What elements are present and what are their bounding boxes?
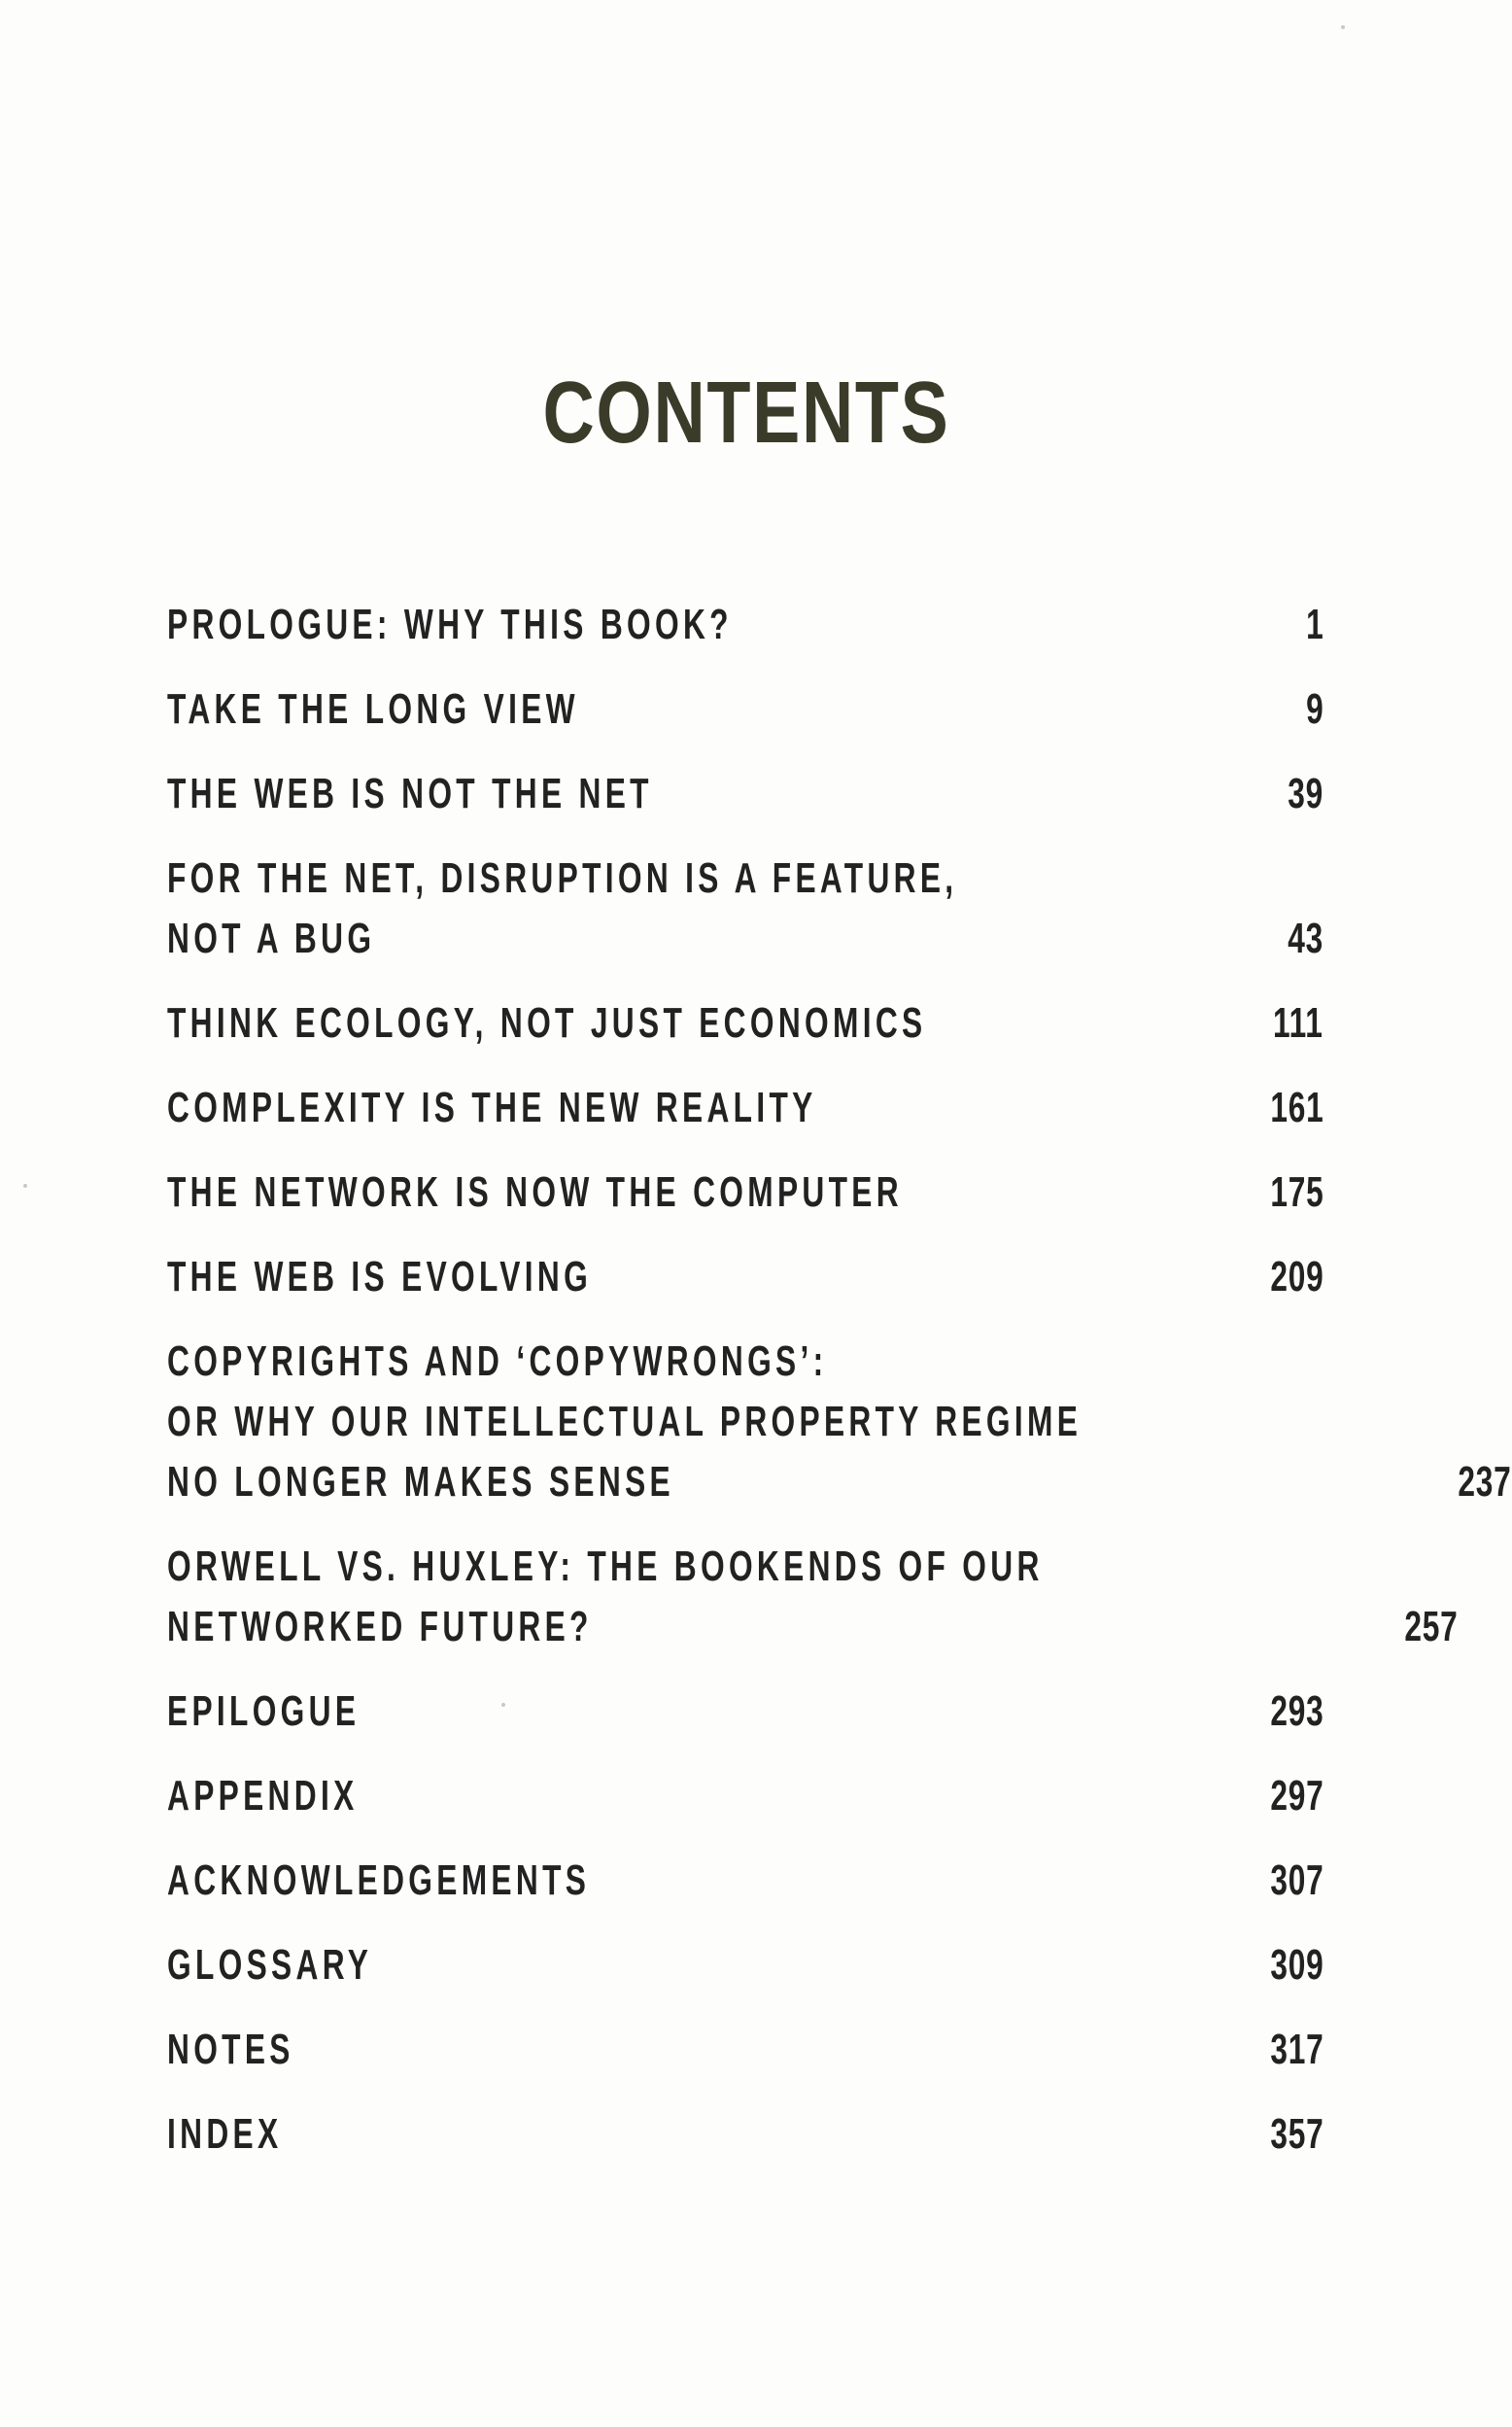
toc-entry xyxy=(167,595,1323,655)
toc-entry-title xyxy=(167,2104,282,2165)
toc-entry-title-line: ORWELL VS. HUXLEY: THE BOOKENDS OF OUR xyxy=(167,1543,1044,1590)
toc-entry-title xyxy=(167,1078,817,1138)
toc-entry-title-line: FOR THE NET, DISRUPTION IS A FEATURE, xyxy=(167,854,958,902)
toc-entry-title-line: NO LONGER MAKES SENSE xyxy=(167,1458,674,1506)
toc-entry-page-number: 111 xyxy=(1273,999,1323,1047)
toc-entry-title-line: OR WHY OUR INTELLECTUAL PROPERTY REGIME xyxy=(167,1398,1082,1445)
table-of-contents xyxy=(167,595,1512,2189)
toc-entry-title-line: THINK ECOLOGY, NOT JUST ECONOMICS xyxy=(167,999,927,1047)
toc-entry xyxy=(167,1247,1323,1307)
toc-entry-page-number: 175 xyxy=(1269,1168,1323,1216)
toc-entry-page-number: 297 xyxy=(1269,1772,1323,1820)
toc-entry-title-line: GLOSSARY xyxy=(167,1941,373,1989)
toc-entry xyxy=(167,1682,1323,1742)
toc-entry-page-number: 293 xyxy=(1269,1687,1323,1735)
toc-entry-page-number: 209 xyxy=(1269,1253,1323,1300)
toc-entry-title-line: NOT A BUG xyxy=(167,915,376,962)
toc-entry-title xyxy=(167,1766,359,1826)
toc-entry-title-line: ACKNOWLEDGEMENTS xyxy=(167,1856,591,1904)
toc-entry-title-line: INDEX xyxy=(167,2110,283,2158)
toc-entry-page-number: 1 xyxy=(1305,601,1323,648)
toc-entry-title-line: COPYRIGHTS AND ‘COPYWRONGS’: xyxy=(167,1337,828,1385)
toc-entry-page-number: 43 xyxy=(1288,915,1323,962)
toc-entry xyxy=(167,679,1323,740)
toc-entry-title xyxy=(167,679,579,740)
toc-entry-title xyxy=(167,849,957,969)
toc-entry-title-line: THE WEB IS NOT THE NET xyxy=(167,770,653,817)
toc-entry-title-line: THE NETWORK IS NOW THE COMPUTER xyxy=(167,1168,903,1216)
paper-speck xyxy=(23,1184,27,1188)
toc-entry-title-line: EPILOGUE xyxy=(167,1687,361,1735)
toc-entry xyxy=(167,2020,1323,2080)
toc-entry-page-number: 161 xyxy=(1269,1084,1323,1131)
toc-entry xyxy=(167,1766,1323,1826)
toc-entry-title-line: COMPLEXITY IS THE NEW REALITY xyxy=(167,1084,817,1131)
toc-entry-page-number: 39 xyxy=(1288,770,1323,817)
toc-entry xyxy=(167,1332,1512,1512)
toc-entry-title xyxy=(167,1851,590,1911)
toc-entry-page-number: 9 xyxy=(1305,685,1323,733)
toc-entry-title xyxy=(167,1537,1044,1657)
toc-entry xyxy=(167,1078,1323,1138)
toc-entry-title xyxy=(167,1247,592,1307)
toc-entry-title xyxy=(167,1162,903,1223)
page-title: CONTENTS xyxy=(542,364,950,462)
toc-entry xyxy=(167,849,1323,969)
toc-entry xyxy=(167,993,1323,1054)
toc-entry xyxy=(167,764,1323,824)
toc-entry-page-number: 357 xyxy=(1269,2110,1323,2158)
paper-speck xyxy=(1341,25,1345,29)
toc-entry-page-number: 237 xyxy=(1458,1458,1512,1506)
toc-entry xyxy=(167,1935,1323,1995)
toc-entry-title xyxy=(167,1332,1082,1512)
toc-entry xyxy=(167,1851,1323,1911)
toc-entry-title xyxy=(167,993,926,1054)
toc-entry-page-number: 257 xyxy=(1404,1603,1459,1650)
toc-entry-title-line: PROLOGUE: WHY THIS BOOK? xyxy=(167,601,733,648)
paper-speck xyxy=(501,1703,505,1707)
toc-entry-title-line: APPENDIX xyxy=(167,1772,359,1820)
toc-entry-title-line: TAKE THE LONG VIEW xyxy=(167,685,579,733)
toc-entry xyxy=(167,1162,1323,1223)
toc-entry-page-number: 309 xyxy=(1269,1941,1323,1989)
toc-entry-title xyxy=(167,1682,360,1742)
toc-entry xyxy=(167,1537,1459,1657)
toc-entry-page-number: 317 xyxy=(1269,2026,1323,2073)
toc-entry-title xyxy=(167,2020,294,2080)
toc-entry-title-line: NETWORKED FUTURE? xyxy=(167,1603,593,1650)
toc-entry-title xyxy=(167,764,653,824)
toc-entry xyxy=(167,2104,1323,2165)
toc-entry-page-number: 307 xyxy=(1269,1856,1323,1904)
toc-entry-title xyxy=(167,1935,372,1995)
toc-entry-title-line: NOTES xyxy=(167,2026,294,2073)
toc-entry-title-line: THE WEB IS EVOLVING xyxy=(167,1253,593,1300)
toc-entry-title xyxy=(167,595,733,655)
